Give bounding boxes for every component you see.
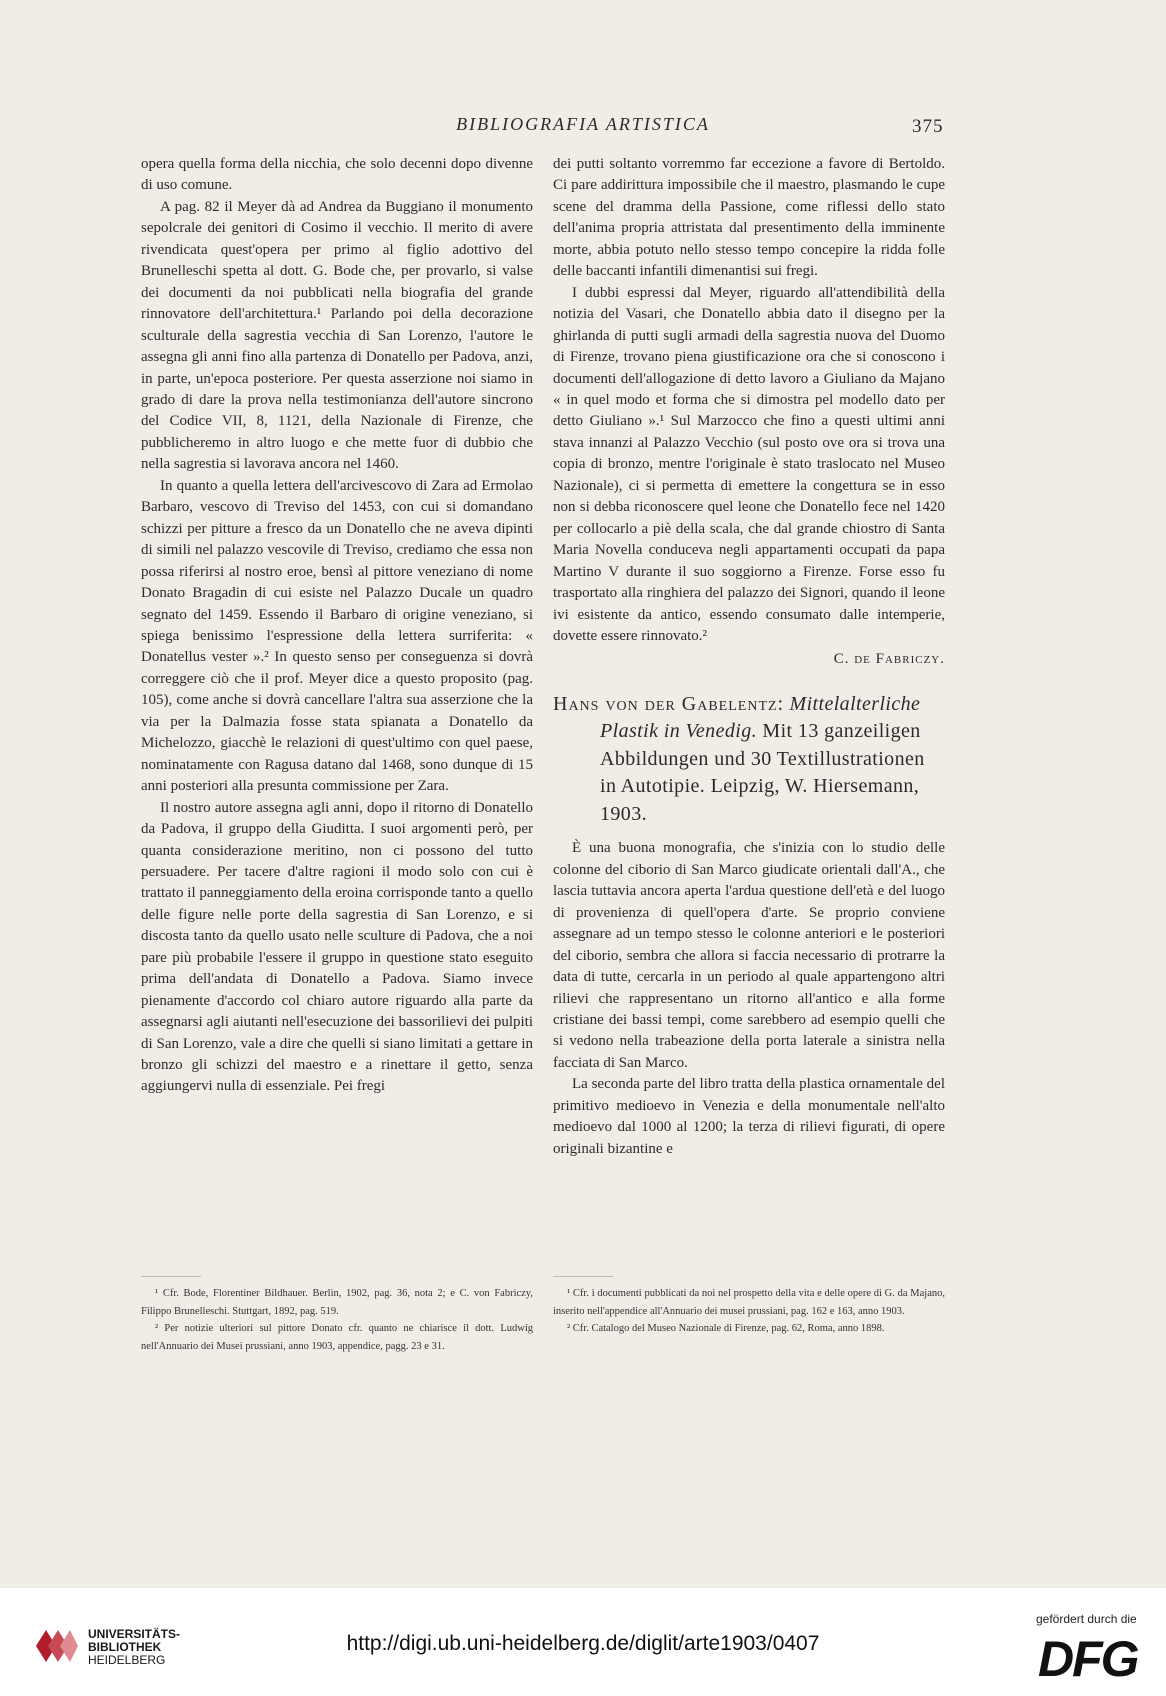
paragraph: In quanto a quella lettera dell'arcivescovo di Zara ad Ermolao Barbaro, vescovo di Treviso del 1453, con cui si domandano schizzi per pitture a fresco da un Donatello che ne aveva dipinti di simili nel palazzo vescovile di Treviso, crediamo che essa non possa riferirsi al nostro eroe, bensì al pittore veneziano di nome Donato Bragadin di cui esiste nel Palazzo Ducale un quadro segnato del 1459. Essendo il Barbaro di origine veneziano, si spiega benissimo l'espressione della lettera surriferita: « Donatellus vester ».² In questo senso per conseguenza si dovrà correggere ciò che il prof. Meyer dice a questo proposito (pag. 105), come anche si dovrà cancellare l'altra sua asserzione che la via per la Dalmazia fosse stata spianata a Donatello da Michelozzo, giacchè le relazioni di quest'ultimo con quel paese, nominatamente con Ragusa datano dal 1468, sono dunque di 15 anni posteriori alla presunta commissione per Zara.: [141, 477, 533, 795]
paragraph: È una buona monografia, che s'inizia con lo studio delle colonne del ciborio di San Marco giudicate orientali dall'A., che lascia tuttavia ancora aperta l'ardua questione dell'età e del luogo di provenienza di quell'opera d'arte. Se proprio conviene assegnare ad un tempo stesso le colonne anteriori e le posteriori del ciborio, sembra che allora si faccia necessario di protrarre la data di tutte, cercarla in un periodo al quale appartengono altri rilievi che rappresentano un ritorno all'antico e alla forme cristiane dei bassi tempi, come sarebbero ad esempio quelli che si vedono nella trabeazione della porta laterale a sinistra nella facciata di San Marco.: [553, 840, 945, 1071]
dfg-logo: DFG: [1038, 1631, 1138, 1687]
page-number: 375: [912, 116, 944, 137]
footnote-rule-right: [553, 1276, 613, 1277]
footnote-rule-left: [141, 1276, 201, 1277]
paragraph: La seconda parte del libro tratta della plastica ornamentale del primitivo medioevo in Venezia e della monumentale nell'alto medioevo dal 1000 al 1200; la terza di rilievi figurati, di opere originali bizantine e: [553, 1076, 945, 1157]
paragraph: Il nostro autore assegna agli anni, dopo il ritorno di Donatello da Padova, il gruppo della Giuditta. I suoi argomenti però, per quanta considerazione meritino, non ci possono del tutto persuadere. Per tacere d'altre ragioni il modo solo con cui è trattato il panneggiamento della eroina corrisponde tanto a quello delle figure nelle porte della sagrestia di San Lorenzo, e si discosta tanto da quello usato nelle sculture di Padova, che a noi pare più probabile l'essere il gruppo in questione stato eseguito prima dell'andata di Donatello a Padova. Siamo invece pienamente d'accordo col chiaro autore riguardo alla parte da assegnarsi agli aiutanti nell'esecuzione dei bassorilievi dei pulpiti di San Lorenzo, vale a dire che quelli si siano limitati a gettare in bronzo gli schizzi del maestro e a rinettare il getto, senza aggiungervi nulla di essenziale. Pei fregi: [141, 799, 533, 1095]
paragraph: dei putti soltanto vorremmo far eccezione a favore di Bertoldo. Ci pare addirittura impossibile che il maestro, plasmando le cupe scene del dramma della Passione, come riflessi dello stato dell'anima propria attristata dal presentimento della imminente morte, abbia potuto nello stesso tempo concepire la ridda folle delle baccanti infantili dimenantisi sui fregi.: [553, 156, 945, 280]
right-column: [553, 154, 945, 1160]
book-entry: [553, 691, 945, 829]
book-author: Hans von der Gabelentz:: [553, 692, 785, 715]
book-title: Mittelalterliche Plastik in Venedig.: [600, 692, 921, 743]
footnote: ¹ Cfr. Bode, Florentiner Bildhauer. Berlin, 1902, pag. 36, nota 2; e C. von Fabriczy, Filippo Brunelleschi. Stuttgart, 1892, pag. 519.: [141, 1288, 533, 1317]
paragraph: opera quella forma della nicchia, che solo decenni dopo divenne di uso comune.: [141, 156, 533, 194]
footnote: ² Per notizie ulteriori sul pittore Donato cfr. quanto ne chiarisce il dott. Ludwig nell'Annuario dei Musei prussiani, anno 1903, appendice, pagg. 23 e 31.: [141, 1323, 533, 1352]
footnote: ² Cfr. Catalogo del Museo Nazionale di Firenze, pag. 62, Roma, anno 1898.: [567, 1323, 885, 1334]
left-column: [141, 154, 533, 1098]
library-name-line2: BIBLIOTHEK: [88, 1640, 162, 1654]
funding-caption: gefördert durch die: [1036, 1612, 1137, 1626]
paragraph: I dubbi espressi dal Meyer, riguardo all'attendibilità della notizia del Vasari, che Donatello abbia dato il disegno per la ghirlanda di putti sugli armadi della sagrestia nuova del Duomo di Firenze, trovano piena giustificazione ora che si conoscono i documenti dell'allogazione di detto lavoro a Giuliano da Majano « in quel modo et forma che si dimostra pel modello dato per detto Giuliano ».¹ Sul Marzocco che fino a questi ultimi anni stava innanzi al Palazzo Vecchio (sul posto ove ora si trova una copia di bronzo, mentre l'originale è stato traslocato nel Museo Nazionale), ci si permetta di emettere la congettura se in esso non si debba riconoscere quel leone che Donatello fece nel 1420 per collocarlo a piè della scala, che dal grande chiostro di Santa Maria Novella conduceva negli appartamenti occupati da papa Martino V durante il suo soggiorno a Firenze. Forse esso fu trasportato alla ringhiera del palazzo dei Signori, quando il leone ivi esistente da antico, essendo consumato dalle intemperie, dovette essere rinnovato.²: [553, 284, 945, 644]
footnotes-right: [553, 1285, 945, 1338]
paragraph: A pag. 82 il Meyer dà ad Andrea da Buggiano il monumento sepolcrale dei genitori di Cosimo il vecchio. Il merito di avere rivendicata quest'opera per primo al figlio adottivo del Brunelleschi spetta al dott. G. Bode che, per provarlo, si valse dei documenti da noi pubblicati nella biografia del grande rinnovatore dell'architettura.¹ Parlando poi della decorazione sculturale della sagrestia vecchia di San Lorenzo, l'autore le assegna gli anni fino alla partenza di Donatello per Padova, anzi, in parte, un'epoca posteriore. Per questa asserzione noi siamo in grado di dare la prova nella testimonianza dell'autore sincrono del Codice VII, 8, 1121, della Nazionale di Firenze, che pubblicheremo in altro luogo e che mette fuor di dubbio che nella sagrestia si lavorava ancora nel 1460.: [141, 198, 533, 473]
library-name-line3: HEIDELBERG: [88, 1653, 166, 1667]
running-head: BIBLIOGRAFIA ARTISTICA: [456, 114, 710, 134]
footer-bar: [0, 1588, 1166, 1696]
library-name-line1: UNIVERSITÄTS-: [88, 1627, 181, 1641]
footnotes-left: [141, 1285, 533, 1355]
footnote: ¹ Cfr. i documenti pubblicati da noi nel prospetto della vita e delle opere di G. da Majano, inserito nell'appendice all'Annuario dei musei prussiani, pag. 162 e 163, anno 1903.: [553, 1288, 945, 1317]
book-details: Mit 13 ganzeiligen Abbildungen und 30 Textillustrationen in Autotipie. Leipzig, W. Hiersemann, 1903.: [600, 720, 925, 825]
permalink-url[interactable]: http://digi.ub.uni-heidelberg.de/diglit/arte1903/0407: [346, 1632, 820, 1655]
signature: C. de Fabriczy.: [833, 651, 945, 668]
